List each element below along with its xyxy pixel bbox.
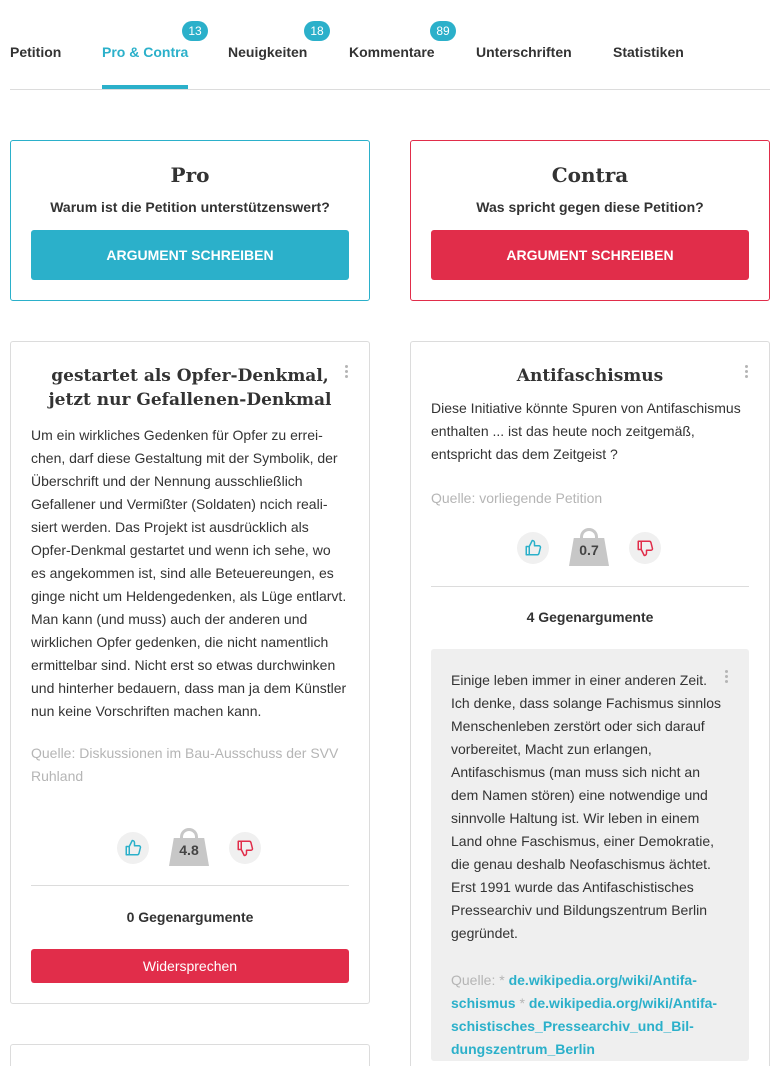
pro-write-argument-button[interactable]: ARGUMENT SCHREIBEN [31, 230, 349, 280]
thumbs-down-icon[interactable] [229, 832, 261, 864]
contra-argument-card [410, 341, 770, 1066]
tab-bar [10, 0, 770, 90]
pro-panel [10, 140, 370, 301]
tab-pro-contra-badge: 13 [182, 21, 208, 41]
divider [431, 586, 749, 587]
tab-petition[interactable]: Petition [10, 44, 62, 60]
source-link[interactable]: de.wikipedia.org/wiki/Antifaschistisches_Pressearchiv_und_Bildungszentrum_Berlin [451, 995, 718, 1057]
tab-neuigkeiten[interactable]: Neuigkeiten [228, 44, 308, 60]
tab-neuigkeiten-badge: 18 [304, 21, 330, 41]
tab-kommentare-badge: 89 [430, 21, 456, 41]
argument-score: 0.7 [579, 542, 599, 558]
counter-argument-count: 0 Gegenargumente [126, 909, 254, 925]
argument-title: gestartet als Opfer-Denkmal, jetzt nur Gefallenen-Denkmal [48, 366, 332, 410]
object-button[interactable]: Widersprechen [31, 949, 349, 983]
vote-controls [117, 828, 267, 868]
thumbs-up-icon[interactable] [517, 532, 549, 564]
counter-argument-count: 4 Gegenargumente [526, 609, 654, 625]
argument-title: Antifaschismus [516, 366, 664, 386]
argument-score: 4.8 [179, 842, 199, 858]
tab-kommentare[interactable]: Kommentare [349, 44, 435, 60]
weight-icon [569, 528, 609, 566]
contra-panel [410, 140, 770, 301]
source-bullet: * [519, 995, 525, 1011]
counter-argument-source [431, 969, 749, 1061]
kebab-menu-icon[interactable] [345, 365, 349, 380]
active-tab-indicator [102, 85, 188, 89]
pro-argument-card [10, 341, 370, 1004]
vote-controls [517, 528, 667, 568]
argument-source: Quelle: vorliegende Petition [431, 490, 603, 506]
contra-write-argument-button[interactable]: ARGUMENT SCHREIBEN [431, 230, 749, 280]
divider [31, 885, 349, 886]
contra-heading: Contra [551, 163, 629, 187]
thumbs-down-icon[interactable] [629, 532, 661, 564]
tab-pro-contra[interactable]: Pro & Contra [102, 44, 189, 60]
source-link[interactable]: de.wikipedia.org/wiki/Antifaschismus [451, 972, 697, 1011]
pro-heading: Pro [170, 163, 210, 187]
contra-question: Was spricht gegen diese Petition? [476, 199, 704, 215]
source-bullet: * [499, 972, 505, 988]
next-argument-card [10, 1044, 370, 1066]
counter-argument-body: Einige leben immer in einer anderen Zeit. Ich denke, dass solange Fachismus sinnlos Menschenleben zerstört oder sich darauf vorbereitet, Macht zun erlangen, Antifaschismus (man muss sich nicht an dem Namen stören) eine notwendige und sinnvolle Haltung ist. Wir leben in einem Land ohne Faschismus, einer Demokratie, die genau deshalb Neofaschismus ächtet. Erst 1991 wurde das Antifaschistisches Pressearchiv und Bildungszentrum Berlin gegründet. [451, 672, 722, 941]
pro-question: Warum ist die Petition unterstützenswert? [50, 199, 330, 215]
argument-body: Um ein wirkliches Gedenken für Opfer zu erreichen, darf diese Gestaltung mit der Symbolik, der Überschrift und der Nennung ausschließlich Gefallener und Vermißter (Soldaten) ncich realisiert werden. Das Projekt ist ausdrücklich als Opfer-Denkmal gestartet und wenn ich sehe, wo es angekommen ist, sind alle Beteuereungen, es ginge nicht um Heldengedenken, als Lüge entlarvt. Man kann (und muss) auch der anderen und wirklichen Opfer gedenken, die nicht namentlich ermittelbar sind. Nicht erst so etwas durchwinken und hinterher bedauern, dass man ja dem Künstler nun keine Vorschriften machen kann. [31, 427, 347, 719]
kebab-menu-icon[interactable] [745, 365, 749, 380]
thumbs-up-icon[interactable] [117, 832, 149, 864]
tab-statistiken[interactable]: Statistiken [613, 44, 684, 60]
weight-icon [169, 828, 209, 866]
argument-source: Quelle: Diskussionen im Bau-Ausschuss der SVV Ruhland [31, 745, 339, 784]
source-label: Quelle: [451, 972, 496, 988]
counter-argument-card [431, 649, 749, 1061]
tab-unterschriften[interactable]: Unterschriften [476, 44, 572, 60]
argument-body: Diese Initiative könnte Spuren von Antifaschismus enthalten ... ist das heute noch zeitgemäß, entspricht das dem Zeitgeist ? [431, 400, 741, 462]
